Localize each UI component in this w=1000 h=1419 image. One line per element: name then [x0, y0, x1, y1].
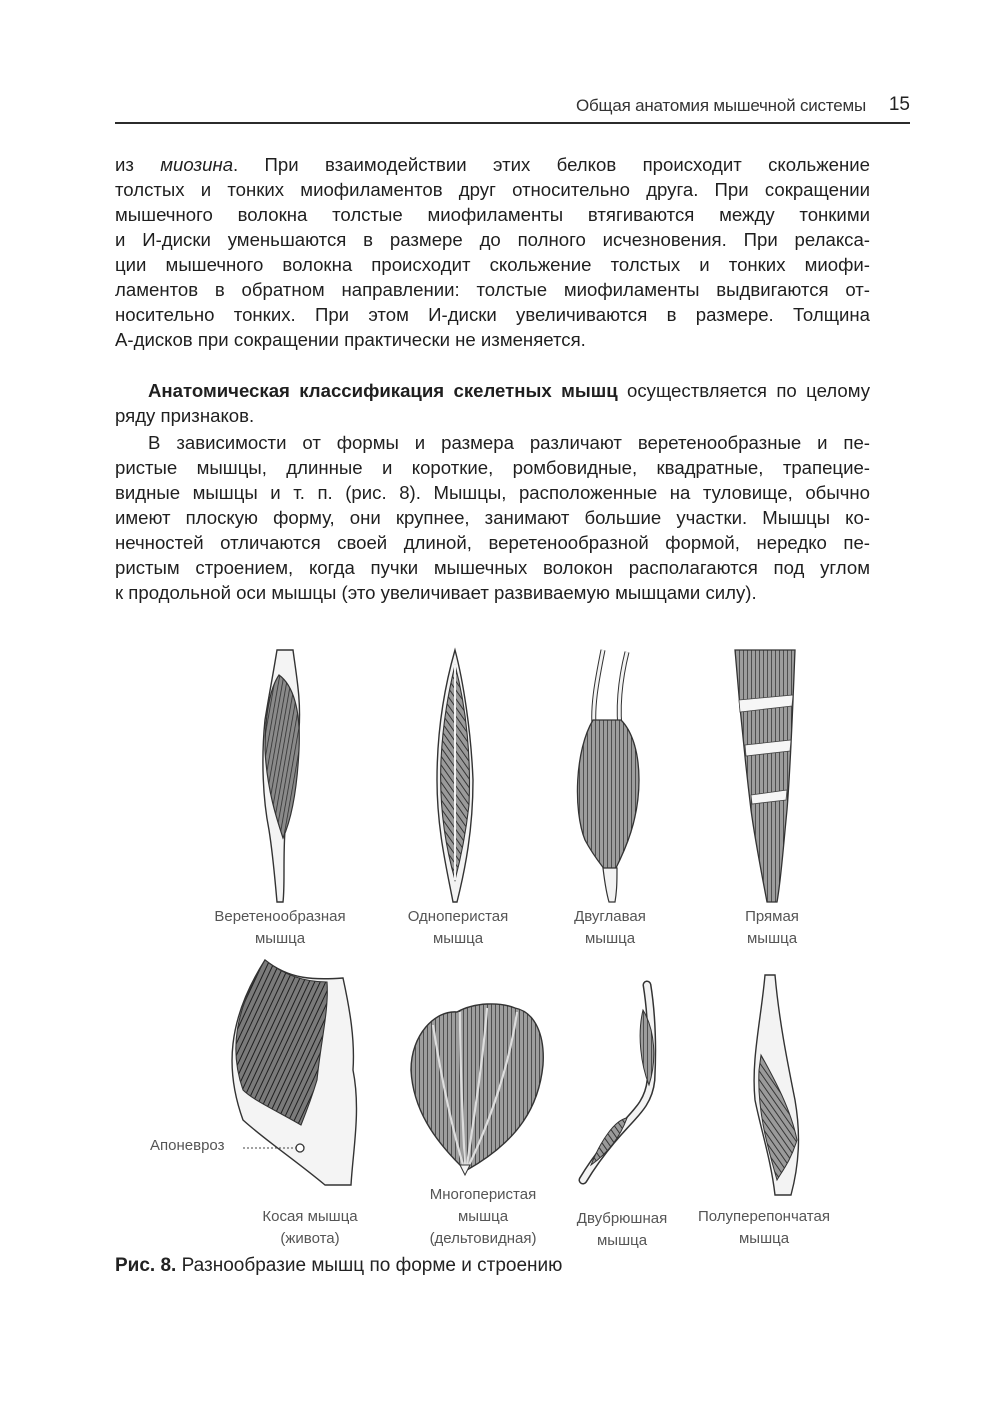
caption-biceps: Двуглавая мышца — [574, 908, 646, 947]
unipennate-muscle — [437, 650, 473, 902]
caption-digastric: Двубрюшная мышца — [576, 1210, 668, 1249]
text-line: носительно тонких. При этом И-диски увеличиваются в размере. Толщина — [115, 304, 870, 325]
text-line: толстых и тонких миофиламентов друг относительно друга. При сокращении — [115, 179, 870, 200]
caption-fusiform: Веретенообразная мышца — [214, 908, 346, 947]
figure-muscle-shapes — [115, 640, 910, 1280]
text-line: ристым строением, когда пучки мышечных волокон располагаются под углом — [115, 557, 870, 578]
text-line: и И-диски уменьшаются в размере до полного исчезновения. При релакса- — [115, 229, 870, 250]
running-head — [115, 92, 910, 124]
multipennate-muscle — [411, 1004, 543, 1175]
text-line: ламентов в обратном направлении: толстые миофиламенты выдвигаются от- — [115, 279, 870, 300]
aponeurosis-label: Апоневроз — [150, 1137, 225, 1154]
oblique-muscle — [232, 960, 356, 1185]
caption-rectus: Прямая мышца — [745, 908, 799, 947]
caption-unipennate: Одноперистая мышца — [407, 908, 509, 947]
caption-oblique: Косая мышца (живота) — [262, 1208, 358, 1247]
text-line: А-дисков при сокращении практически не изменяется. — [115, 329, 586, 350]
text-line: мышечного волокна толстые миофиламенты втягиваются между тонкими — [115, 204, 870, 225]
running-head-title: Общая анатомия мышечной системы — [575, 96, 866, 115]
figure-caption-text: Разнообразие мышц по форме и строению — [181, 1255, 563, 1276]
text-line: ции мышечного волокна происходит скольжение толстых и тонких миофи- — [115, 254, 870, 275]
paragraph-myosin — [115, 152, 870, 352]
caption-multipennate: Многоперистая мышца (дельтовидная) — [429, 1186, 537, 1247]
paragraph-shapes — [115, 430, 870, 605]
figure-caption — [115, 1255, 562, 1277]
fusiform-muscle — [263, 650, 300, 902]
text-line: Анатомическая классификация скелетных мышц осуществляется по целому — [148, 380, 870, 401]
paragraph-classification — [115, 378, 870, 428]
classification-heading: Анатомическая классификация скелетных мышц — [148, 380, 618, 401]
page-number: 15 — [888, 94, 910, 115]
rectus-muscle — [735, 650, 795, 902]
text-line: ряду признаков. — [115, 405, 255, 426]
caption-semimembranosus: Полуперепончатая мышца — [698, 1208, 830, 1247]
text-line: В зависимости от формы и размера различают веретенообразные и пе- — [148, 432, 870, 453]
text-line: имеют плоскую форму, они крупнее, занимают большие участки. Мышцы ко- — [115, 507, 870, 528]
text-line: нечностей отличаются своей длиной, веретенообразной формой, нередко пе- — [115, 532, 870, 553]
digastric-muscle — [583, 985, 654, 1180]
text-line: из миозина. При взаимодействии этих белков происходит скольжение — [115, 154, 871, 175]
text-line: видные мышцы и т. п. (рис. 8). Мышцы, расположенные на туловище, обычно — [115, 482, 870, 503]
semimembranosus-muscle — [754, 975, 798, 1195]
text-line: к продольной оси мышцы (это увеличивает развиваемую мышцами силу). — [115, 582, 757, 603]
biceps-muscle — [577, 650, 639, 902]
text-line: ристые мышцы, длинные и короткие, ромбовидные, квадратные, трапецие- — [115, 457, 870, 478]
figure-label: Рис. 8. — [115, 1255, 177, 1276]
